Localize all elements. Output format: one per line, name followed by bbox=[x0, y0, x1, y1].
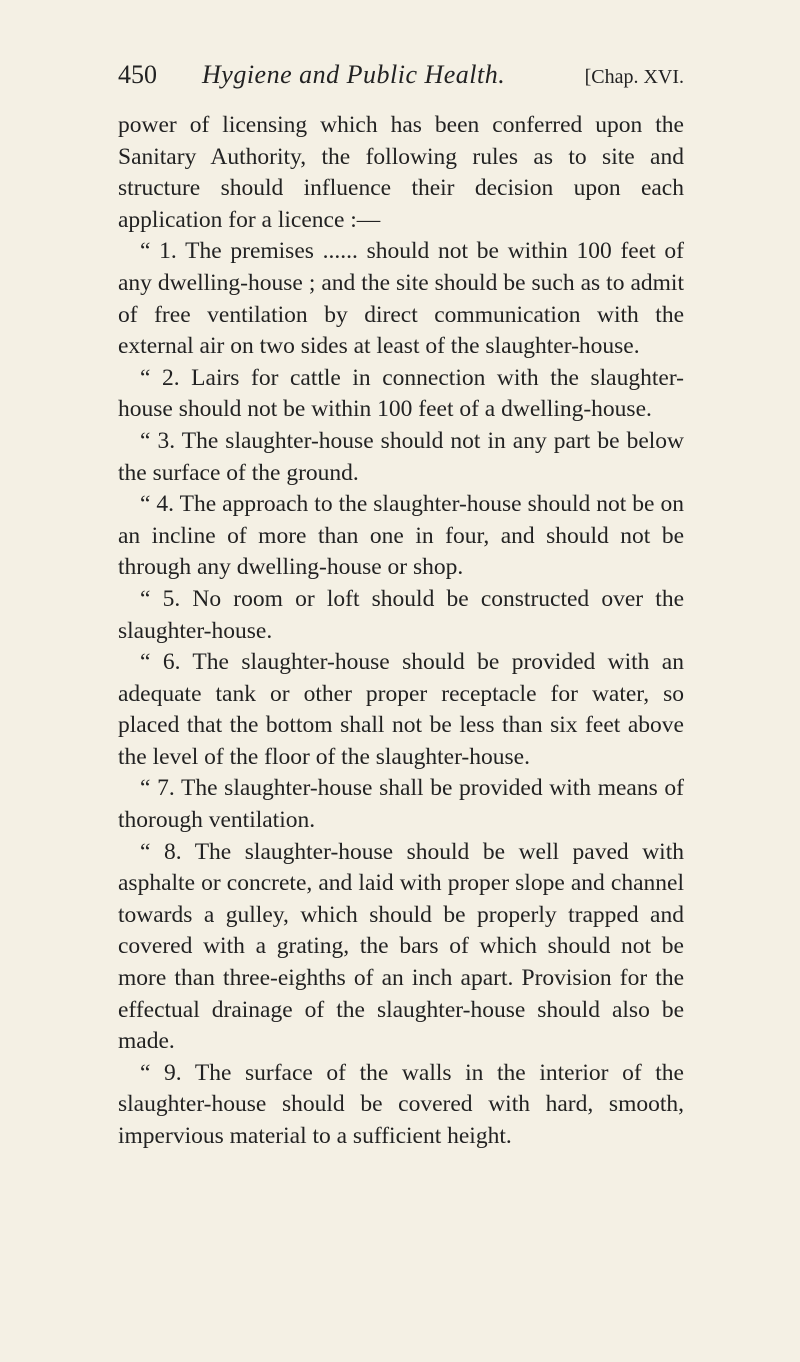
chapter-reference: [Chap. XVI. bbox=[584, 66, 684, 88]
running-title: Hygiene and Public Health. bbox=[202, 60, 506, 89]
body-text bbox=[118, 110, 684, 1153]
intro-paragraph: power of licensing which has been conferred upon the Sanitary Authority, the following rules as to site and structure should influence their decision upon each application for a licence :— bbox=[118, 112, 684, 233]
rule-8: “ 8. The slaughter-house should be well paved with asphalte or concrete, and laid with proper slope and channel towards a gulley, which should be properly trapped and covered with a grating, the bars of which should not be more than three-eighths of an inch apart. Provision for the effectual drainage of the slaughter-house should also be made. bbox=[118, 838, 684, 1055]
rule-1: “ 1. The premises ...... should not be within 100 feet of any dwelling-house ; and the site should be such as to admit of free ventilation by direct communication with the external air on two sides at least of the slaughter-house. bbox=[118, 238, 684, 360]
rule-3: “ 3. The slaughter-house should not in any part be below the surface of the ground. bbox=[118, 427, 684, 486]
rule-4: “ 4. The approach to the slaughter-house should not be on an incline of more than one in four, and should not be through any dwelling-house or shop. bbox=[118, 491, 684, 581]
rule-2: “ 2. Lairs for cattle in connection with the slaughter-house should not be within 100 feet of a dwelling-house. bbox=[118, 364, 684, 423]
book-page bbox=[118, 60, 684, 1153]
page-header bbox=[118, 60, 684, 100]
page-number: 450 bbox=[118, 60, 157, 89]
rule-5: “ 5. No room or loft should be constructed over the slaughter-house. bbox=[118, 585, 684, 644]
rule-9: “ 9. The surface of the walls in the interior of the slaughter-house should be covered with hard, smooth, impervious material to a sufficient height. bbox=[118, 1059, 684, 1149]
rule-7: “ 7. The slaughter-house shall be provided with means of thorough ventilation. bbox=[118, 775, 684, 834]
rule-6: “ 6. The slaughter-house should be provided with an adequate tank or other proper receptacle for water, so placed that the bottom shall not be less than six feet above the level of the floor of the slaughter-house. bbox=[118, 649, 684, 770]
